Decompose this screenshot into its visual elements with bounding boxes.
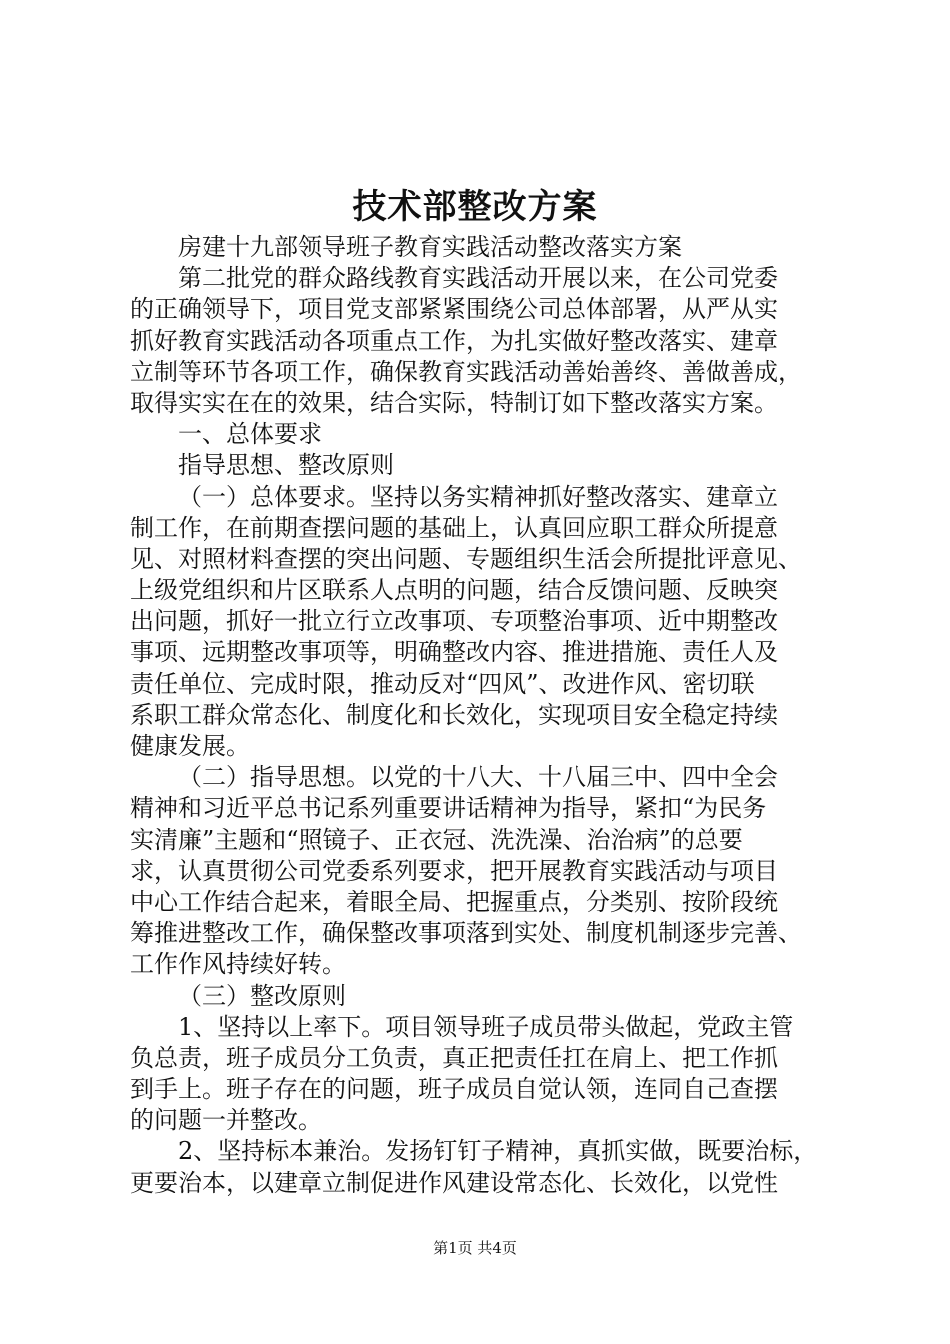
paragraph-line: 负总责，班子成员分工负责，真正把责任扛在肩上、把工作抓 [130, 1043, 778, 1072]
paragraph-line: 实清廉”主题和“照镜子、正衣冠、洗洗澡、治治病”的总要 [130, 825, 743, 854]
paragraph-line: 房建十九部领导班子教育实践活动整改落实方案 [178, 233, 682, 261]
paragraph-line: 筹推进整改工作，确保整改事项落到实处、制度机制逐步完善、 [130, 919, 802, 948]
paragraph-line: 的问题一并整改。 [130, 1106, 322, 1135]
paragraph-line: 到手上。班子存在的问题，班子成员自觉认领，连同自己查摆 [130, 1075, 778, 1104]
paragraph-line: 求，认真贯彻公司党委系列要求，把开展教育实践活动与项目 [130, 856, 778, 885]
document-title: 技术部整改方案 [352, 187, 598, 227]
paragraph-line: 中心工作结合起来，着眼全局、把握重点，分类别、按阶段统 [130, 887, 778, 916]
paragraph-line: 立制等环节各项工作，确保教育实践活动善始善终、善做善成， [130, 357, 802, 386]
paragraph-line: 1、坚持以上率下。项目领导班子成员带头做起，党政主管 [178, 1012, 794, 1041]
paragraph-line: 第二批党的群众路线教育实践活动开展以来，在公司党委 [178, 264, 778, 293]
paragraph-line: 更要治本，以建章立制促进作风建设常态化、长效化，以党性 [130, 1168, 778, 1197]
paragraph-line: 2、坚持标本兼治。发扬钉钉子精神，真抓实做，既要治标， [178, 1137, 818, 1166]
paragraph-line: 取得实实在在的效果，结合实际，特制订如下整改落实方案。 [130, 388, 778, 417]
document-body [130, 232, 850, 1199]
paragraph-line: 一、总体要求 [178, 420, 322, 449]
paragraph-line: （二）指导思想。以党的十八大、十八届三中、四中全会 [178, 763, 778, 792]
paragraph-line: 责任单位、完成时限，推动反对“四风”、改进作风、密切联 [130, 669, 755, 698]
paragraph-line: 制工作，在前期查摆问题的基础上，认真回应职工群众所提意 [130, 513, 778, 542]
paragraph-line: （一）总体要求。坚持以务实精神抓好整改落实、建章立 [178, 482, 778, 511]
paragraph-line: 工作作风持续好转。 [130, 950, 346, 979]
paragraph-line: 精神和习近平总书记系列重要讲话精神为指导，紧扣“为民务 [130, 794, 767, 823]
paragraph-line: （三）整改原则 [178, 981, 346, 1010]
paragraph-line: 健康发展。 [130, 732, 250, 760]
paragraph-line: 的正确领导下，项目党支部紧紧围绕公司总体部署，从严从实 [130, 295, 778, 324]
page-number-footer: 第1页 共4页 [433, 1239, 517, 1257]
paragraph-line: 上级党组织和片区联系人点明的问题，结合反馈问题、反映突 [130, 576, 778, 605]
paragraph-line: 见、对照材料查摆的突出问题、专题组织生活会所提批评意见、 [130, 544, 802, 573]
paragraph-line: 抓好教育实践活动各项重点工作，为扎实做好整改落实、建章 [130, 326, 778, 355]
paragraph-line: 出问题，抓好一批立行立改事项、专项整治事项、近中期整改 [130, 607, 778, 636]
paragraph-line: 事项、远期整改事项等，明确整改内容、推进措施、责任人及 [130, 638, 778, 667]
paragraph-line: 指导思想、整改原则 [178, 451, 394, 480]
paragraph-line: 系职工群众常态化、制度化和长效化，实现项目安全稳定持续 [130, 700, 778, 729]
